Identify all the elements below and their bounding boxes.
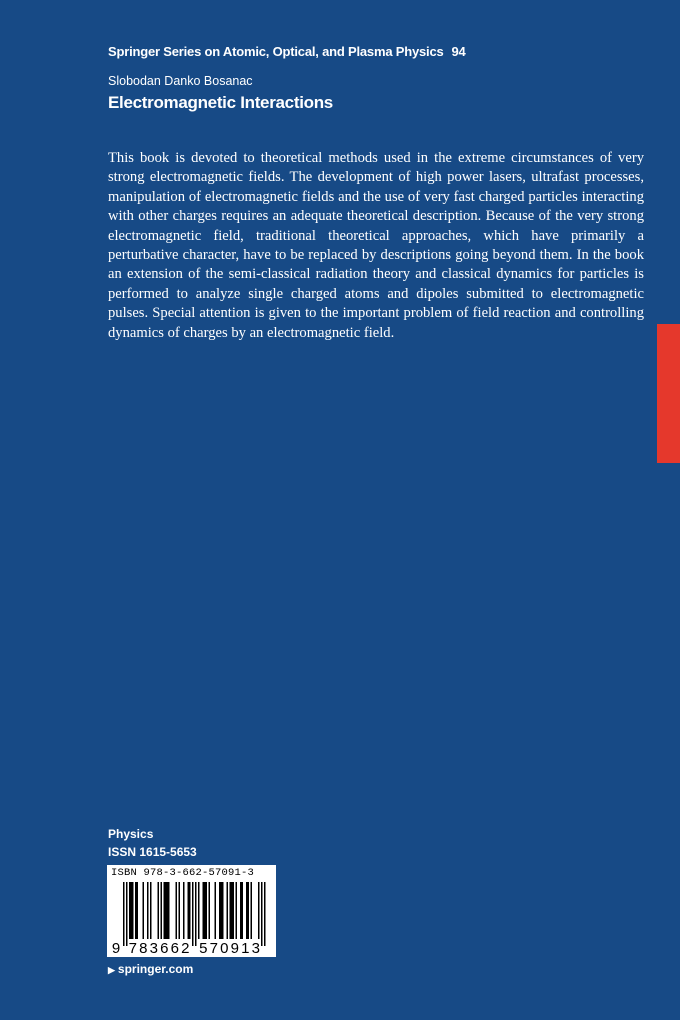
barcode-bar [204, 882, 206, 939]
barcode-digit: 3 [251, 940, 260, 957]
barcode-digit: 7 [209, 940, 218, 957]
barcode-bar [167, 882, 169, 939]
barcode-bar [203, 882, 205, 939]
barcode-bar [168, 882, 170, 939]
barcode-bar [261, 882, 263, 946]
barcode-bar [188, 882, 190, 939]
barcode-bar [183, 882, 185, 939]
barcode-digit: 6 [160, 940, 169, 957]
barcode-bar [131, 882, 133, 939]
barcode-bar [240, 882, 242, 939]
barcode-digit: 2 [181, 940, 190, 957]
barcode-bar [132, 882, 134, 939]
author-name: Slobodan Danko Bosanac [108, 74, 253, 88]
barcode-bar [242, 882, 244, 939]
red-accent-tab [657, 324, 680, 463]
barcode-bar [233, 882, 235, 939]
barcode-bar [126, 882, 128, 946]
barcode-digit: 3 [149, 940, 158, 957]
barcode-bar [137, 882, 139, 939]
barcode-bar [230, 882, 232, 939]
barcode-bar [231, 882, 233, 939]
publisher-link[interactable] [108, 962, 193, 976]
series-line [108, 44, 466, 59]
barcode-bar [192, 882, 194, 946]
barcode-bar [158, 882, 160, 939]
barcode-bar [222, 882, 224, 939]
barcode-digit: 7 [128, 940, 137, 957]
barcode-digit: 8 [139, 940, 148, 957]
barcode-bar [135, 882, 137, 939]
subject-label: Physics [108, 827, 154, 841]
barcode-bar [165, 882, 167, 939]
barcode-bar [164, 882, 166, 939]
barcode-bar [236, 882, 238, 939]
barcode-bar [221, 882, 223, 939]
barcode-bar [129, 882, 131, 939]
series-name: Springer Series on Atomic, Optical, and Plasma Physics [108, 44, 444, 59]
barcode-bar [198, 882, 200, 939]
publisher-link-text: springer.com [117, 962, 194, 976]
barcode-digit: 9 [230, 940, 239, 957]
barcode-bar [251, 882, 253, 939]
barcode-bar [227, 882, 229, 939]
barcode-graphic [107, 865, 276, 957]
arrow-right-icon: ▶ [108, 965, 115, 975]
barcode-bar [147, 882, 149, 939]
barcode-bar [150, 882, 152, 939]
isbn-text: ISBN 978-3-662-57091-3 [111, 867, 255, 879]
barcode-bar [123, 882, 125, 946]
barcode-bar [215, 882, 217, 939]
barcode-digit: 6 [170, 940, 179, 957]
issn-label: ISSN 1615-5653 [108, 845, 197, 859]
barcode-bar [246, 882, 248, 939]
barcode-bar [206, 882, 208, 939]
book-description: This book is devoted to theoretical methods used in the extreme circumstances of very strong electromagnetic fields. The development of high power lasers, ultrafast processes, manipulation of electromagnetic fields and the use of very fast charged particles interacting with other charges requires an adequate theoretical description. Because of the very strong electromagnetic field, traditional theoretical approaches, which have primarily a perturbative character, have to be replaced by descriptions going beyond them. In the book an extension of the semi-classical radiation theory and classical dynamics for particles is performed to analyze single charged atoms and dipoles submitted to electromagnetic pulses. Special attention is given to the important problem of field reaction and controlling dynamics of charges by an electromagnetic field. [108, 150, 644, 341]
barcode-bar [195, 882, 197, 946]
barcode-digit: 0 [220, 940, 229, 957]
barcode-bar [179, 882, 181, 939]
isbn-barcode [107, 865, 276, 957]
barcode-bar [161, 882, 163, 939]
barcode-bar [264, 882, 266, 946]
series-volume: 94 [451, 44, 466, 59]
barcode-bar [219, 882, 221, 939]
book-title: Electromagnetic Interactions [108, 93, 333, 112]
barcode-bar [209, 882, 211, 939]
barcode-digit: 1 [241, 940, 250, 957]
barcode-bar [143, 882, 145, 939]
barcode-bar [176, 882, 178, 939]
barcode-digit: 5 [199, 940, 208, 957]
barcode-bar [189, 882, 191, 939]
barcode-digit: 9 [111, 940, 121, 957]
barcode-bar [258, 882, 260, 939]
barcode-bar [248, 882, 250, 939]
